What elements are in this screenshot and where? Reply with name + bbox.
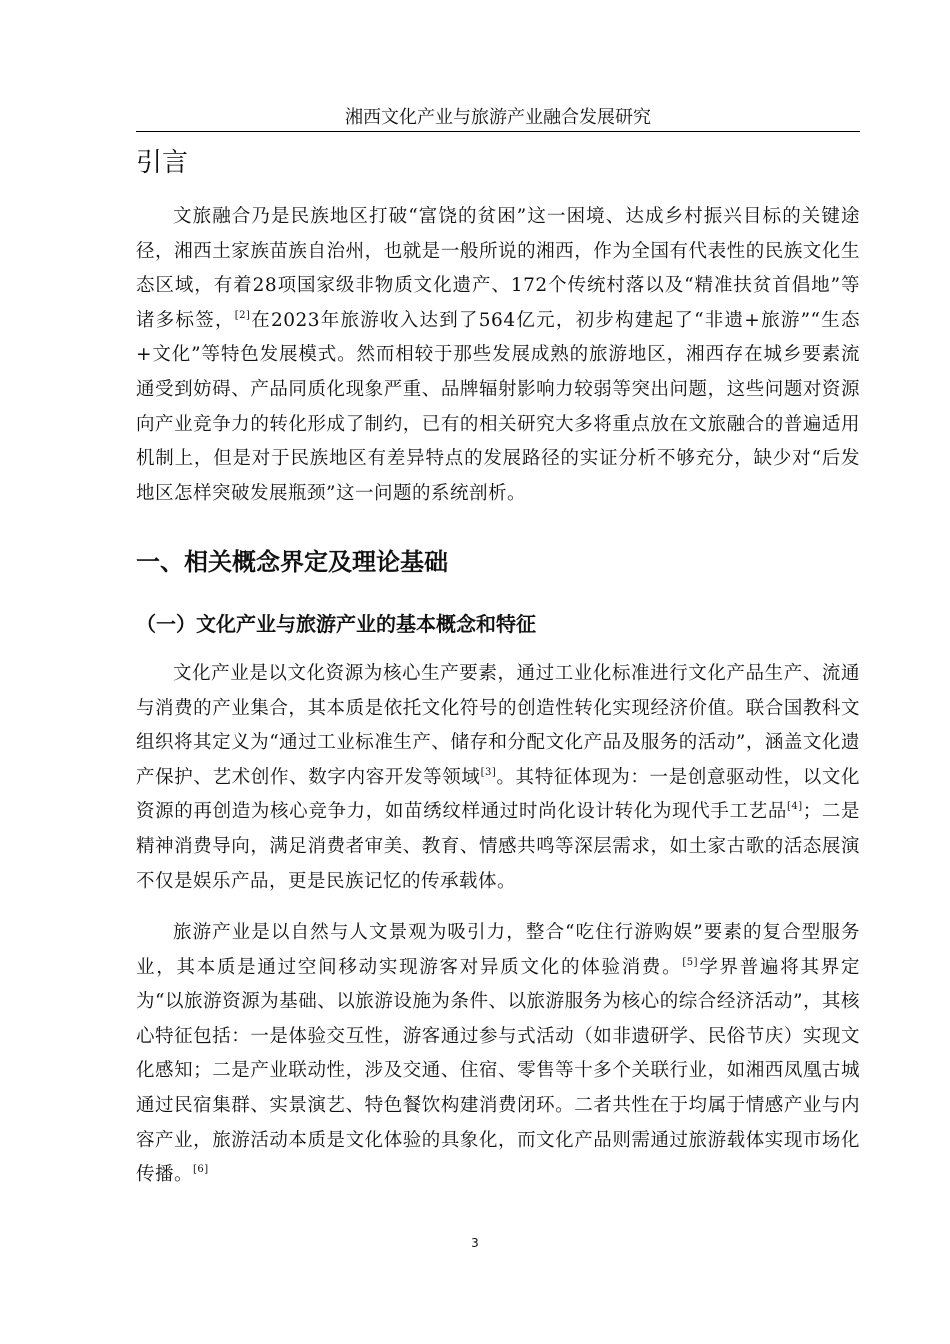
citation-6: [6] [193,1164,209,1176]
culture-text-2: 。其特征体现为：一是创意驱动性，以文化资源的再创造为核心竞争力，如苗绣纹样通过时尚化设计转化为现代手工艺品 [136,766,860,823]
citation-5: [5] [682,956,699,968]
tourism-text-1: 旅游产业是以自然与人文景观为吸引力，整合“吃住行游购娱”要素的复合型服务业，其本质是通过空间移动实现游客对异质文化的体验消费。 [136,922,860,978]
intro-text-1: 文旅融合乃是民族地区打破“富饶的贫困”这一困境、达成乡村振兴目标的关键途径，湘西土家族苗族自治州，也就是一般所说的湘西，作为全国有代表性的民族文化生态区域，有着28项国家级非物质文化遗产、172个传统村落以及“精准扶贫首倡地”等诸多标签， [136,206,860,331]
intro-text-2: 在2023年旅游收入达到了564亿元，初步构建起了“非遗+旅游”“生态+文化”等特色发展模式。然而相较于那些发展成熟的旅游地区，湘西存在城乡要素流通受到妨碍、产品同质化现象严重、品牌辐射影响力较弱等突出问题，这些问题对资源向产业竞争力的转化形成了制约，已有的相关研究大多将重点放在文旅融合的普遍适用机制上，但是对于民族地区有差异特点的发展路径的实证分析不够充分，缺少对“后发地区怎样突破发展瓶颈”这一问题的系统剖析。 [136,309,860,504]
citation-2: [2] [234,309,251,321]
chapter-heading: 一、相关概念界定及理论基础 [136,548,448,576]
intro-heading: 引言 [136,148,189,178]
subsection-heading: （一）文化产业与旅游产业的基本概念和特征 [136,612,536,636]
header-rule [136,131,860,132]
culture-text-1: 文化产业是以文化资源为核心生产要素，通过工业化标准进行文化产品生产、流通与消费的产业集合，其本质是依托文化符号的创造性转化实现经济价值。联合国教科文组织将其定义为“通过工业标准生产、储存和分配文化产品及服务的活动”，涵盖文化遗产保护、艺术创作、数字内容开发等领域 [136,663,860,788]
citation-3: [3] [480,766,497,778]
page-number: 3 [471,1236,479,1250]
culture-text-3: ；二是精神消费导向，满足消费者审美、教育、情感共鸣等深层需求，如土家古歌的活态展演不仅是娱乐产品，更是民族记忆的传承载体。 [136,801,860,892]
intro-paragraph [136,200,860,511]
running-header-title: 湘西文化产业与旅游产业融合发展研究 [345,107,651,128]
culture-industry-paragraph [136,657,860,899]
citation-4: [4] [787,801,803,813]
tourism-text-2: 学界普遍将其界定为“以旅游资源为基础、以旅游设施为条件、以旅游服务为核心的综合经济活动”，其核心特征包括：一是体验交互性，游客通过参与式活动（如非遗研学、民俗节庆）实现文化感知；二是产业联动性，涉及交通、住宿、零售等十多个关联行业，如湘西凤凰古城通过民宿集群、实景演艺、特色餐饮构建消费闭环。二者共性在于均属于情感产业与内容产业，旅游活动本质是文化体验的具象化，而文化产品则需通过旅游载体实现市场化传播。 [136,956,860,1186]
tourism-industry-paragraph [136,916,860,1193]
